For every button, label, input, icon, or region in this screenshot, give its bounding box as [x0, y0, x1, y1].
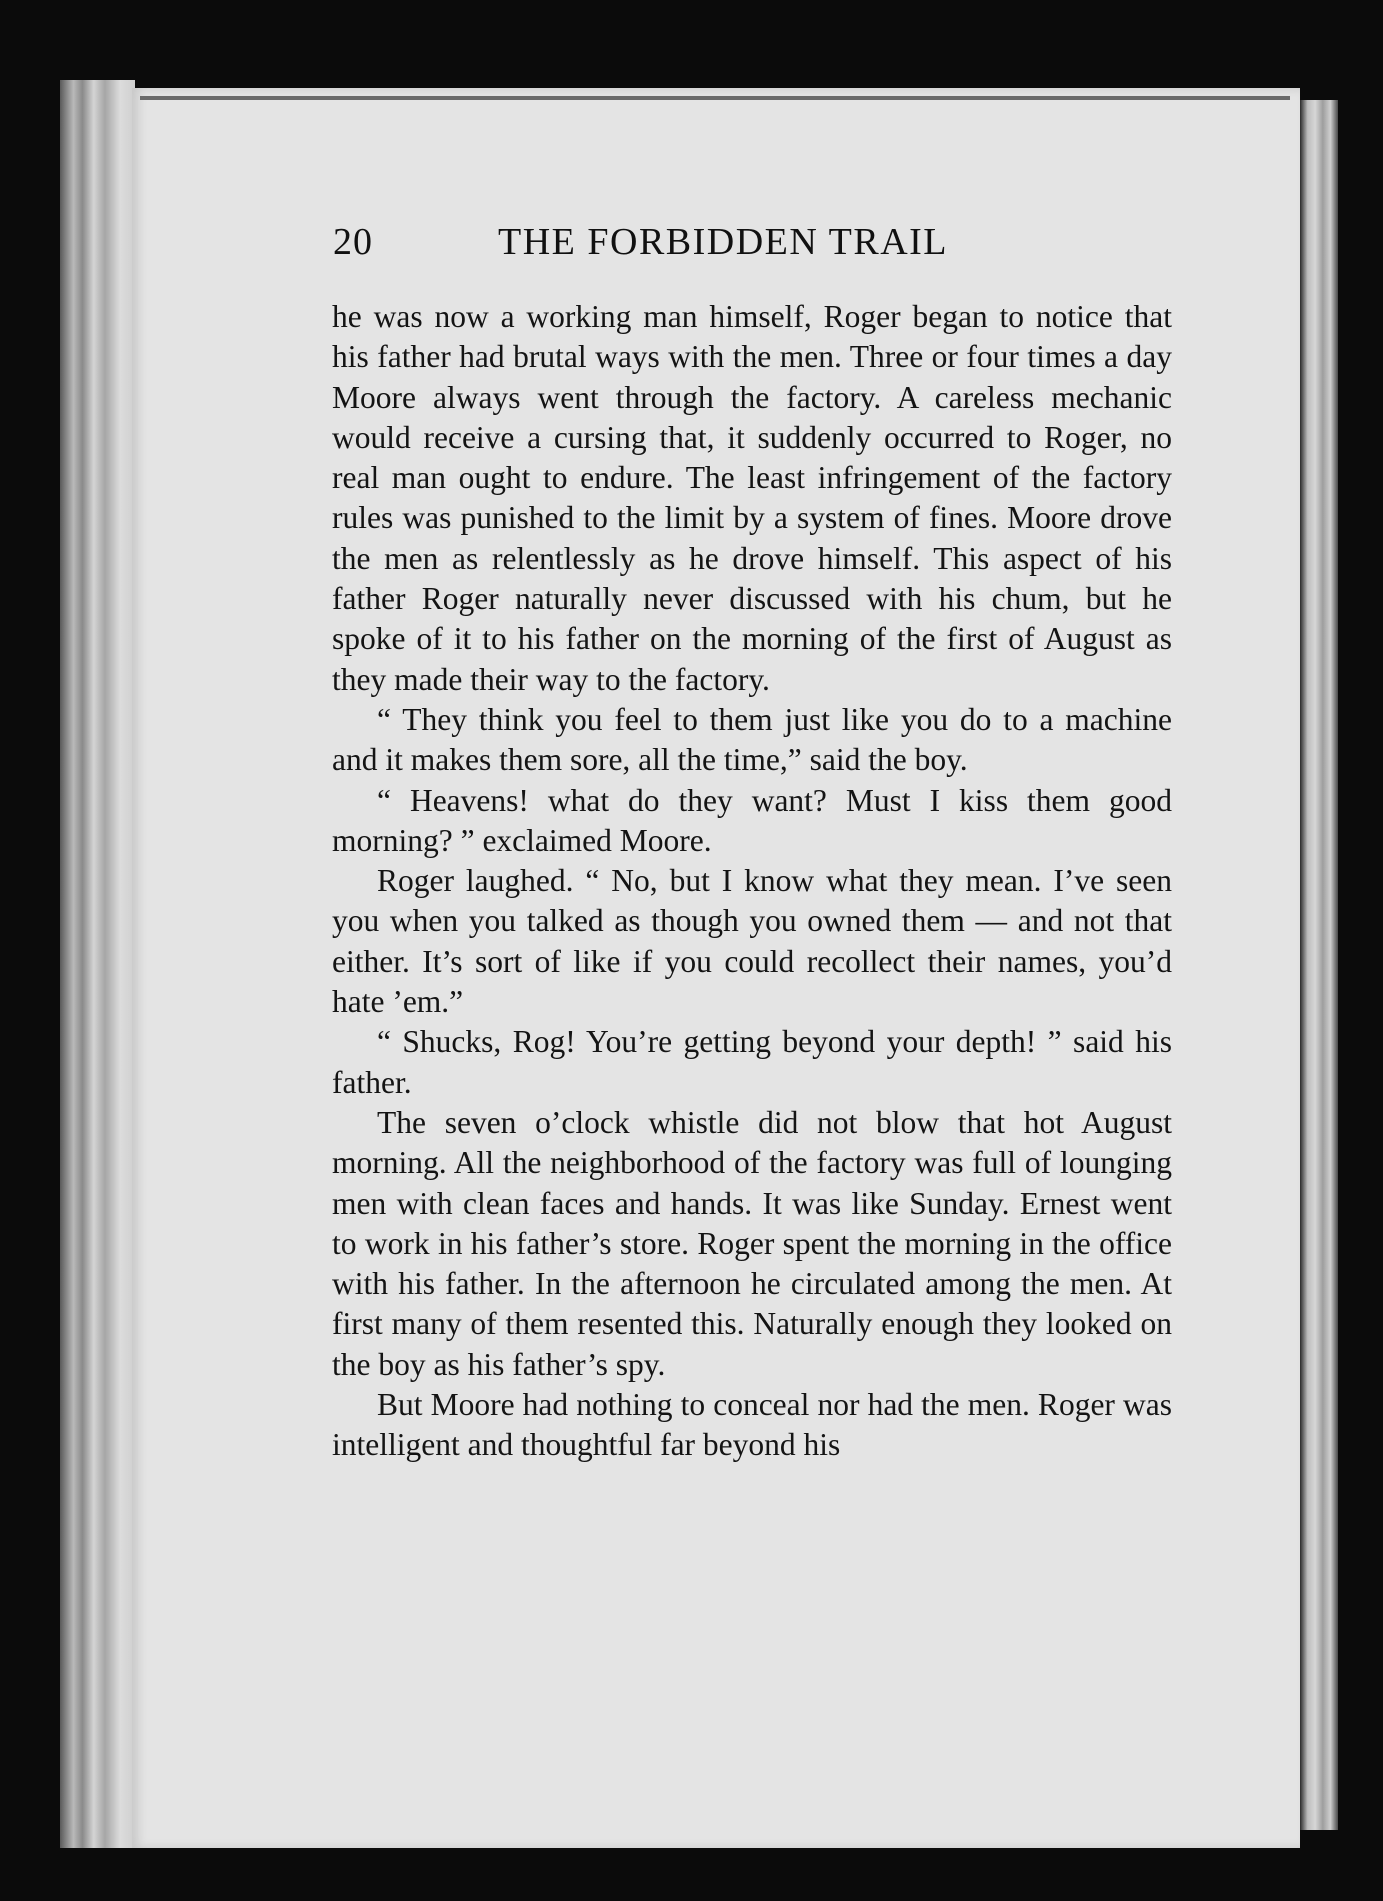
- paragraph: he was now a working man himself, Roger began to notice that his father had brutal ways with the men. Three or four times a day Moore always went through the factory. A careless mechanic would receive a cursing that, it suddenly occurred to Roger, no real man ought to endure. The least infringement of the factory rules was punished to the limit by a system of fines. Moore drove the men as relentlessly as he drove himself. This aspect of his father Roger naturally never discussed with his chum, but he spoke of it to his father on the morning of the first of August as they made their way to the factory.: [332, 299, 1172, 697]
- page-header: [333, 220, 1193, 280]
- paragraph: “ Shucks, Rog! You’re getting beyond your depth! ” said his father.: [332, 1024, 1172, 1100]
- page-top-edge: [140, 96, 1290, 100]
- scan-border: [0, 1848, 1383, 1901]
- page-number: 20: [333, 221, 373, 263]
- paragraph: “ Heavens! what do they want? Must I kiss them good morning? ” exclaimed Moore.: [332, 782, 1172, 858]
- paragraph: But Moore had nothing to conceal nor had the men. Roger was intelligent and thoughtful far beyond his: [332, 1387, 1172, 1463]
- book-spine-edge: [60, 80, 135, 1865]
- body-text: [332, 297, 1172, 1466]
- paragraph: “ They think you feel to them just like you do to a machine and it makes them sore, all the time,” said the boy.: [332, 701, 1172, 778]
- paragraph: The seven o’clock whistle did not blow that hot August morning. All the neighborhood of the factory was full of lounging men with clean faces and hands. It was like Sunday. Ernest went to work in his father’s store. Roger spent the morning in the office with his father. In the afternoon he circulated among the men. At first many of them resented this. Naturally enough they looked on the boy as his father’s spy.: [332, 1104, 1172, 1382]
- paragraph: Roger laughed. “ No, but I know what they mean. I’ve seen you when you talked as though you owned them — and not that either. It’s sort of like if you could recollect their names, you’d hate ’em.”: [332, 863, 1172, 1020]
- facing-page-edge: [1300, 100, 1338, 1830]
- running-head: THE FORBIDDEN TRAIL: [498, 221, 949, 263]
